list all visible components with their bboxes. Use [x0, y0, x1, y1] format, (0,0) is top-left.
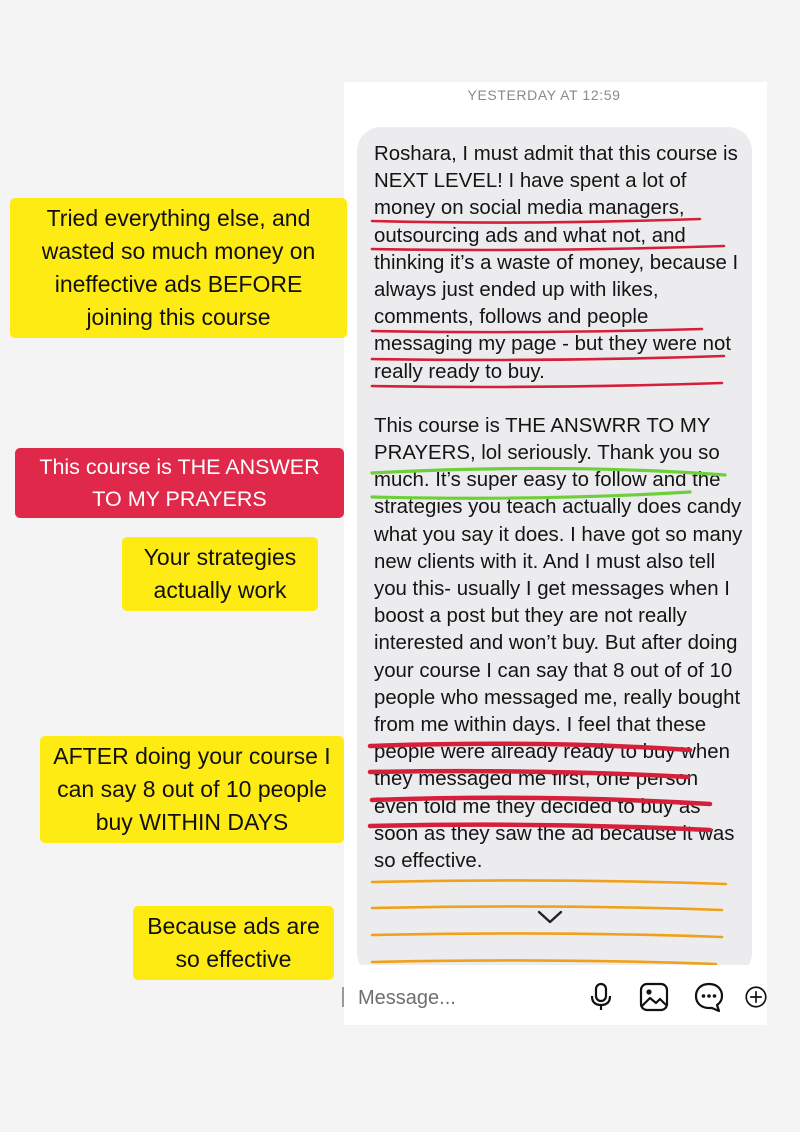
sticker-icon[interactable] [692, 980, 726, 1014]
annotation-label: AFTER doing your course I can say 8 out of 10 people buy WITHIN DAYS [40, 736, 344, 843]
annotation-label: This course is THE ANSWER TO MY PRAYERS [15, 448, 344, 518]
image-icon[interactable] [637, 980, 671, 1014]
text-caret [342, 987, 344, 1007]
message-input[interactable] [356, 982, 570, 1014]
chevron-down-icon[interactable] [530, 902, 570, 932]
annotation-label: Tried everything else, and wasted so much money on ineffective ads BEFORE joining this course [10, 198, 347, 338]
message-timestamp: YESTERDAY AT 12:59 [467, 87, 621, 103]
plus-icon[interactable] [744, 980, 768, 1014]
microphone-icon[interactable] [584, 980, 618, 1014]
annotation-label: Because ads are so effective [133, 906, 334, 980]
message-text [374, 141, 746, 902]
message-paragraph: Roshara, I must admit that this course is NEXT LEVEL! I have spent a lot of money on social media managers, outsourcing ads and what not, and thinking it’s a waste of money, because I always just ended up with likes, comments, follows and people messaging my page - but they were not really ready to buy. [374, 143, 739, 383]
message-paragraph: This course is THE ANSWRR TO MY PRAYERS, lol seriously. Thank you so much. It’s super easy to follow and the strategies you teach actually does candy what you say it does. I have got so many new clients with it. And I must also tell you this- usually I get messages when I boost a post but they are not really interested and won’t buy. But after doing your course I can say that 8 out of of 10 people who messaged me, really bought from me within days. I feel that these people were already ready to buy when they messaged me first, one person even told me they decided to buy as soon as they saw the ad because it was so effective. [374, 414, 743, 873]
annotation-label: Your strategies actually work [122, 537, 318, 611]
